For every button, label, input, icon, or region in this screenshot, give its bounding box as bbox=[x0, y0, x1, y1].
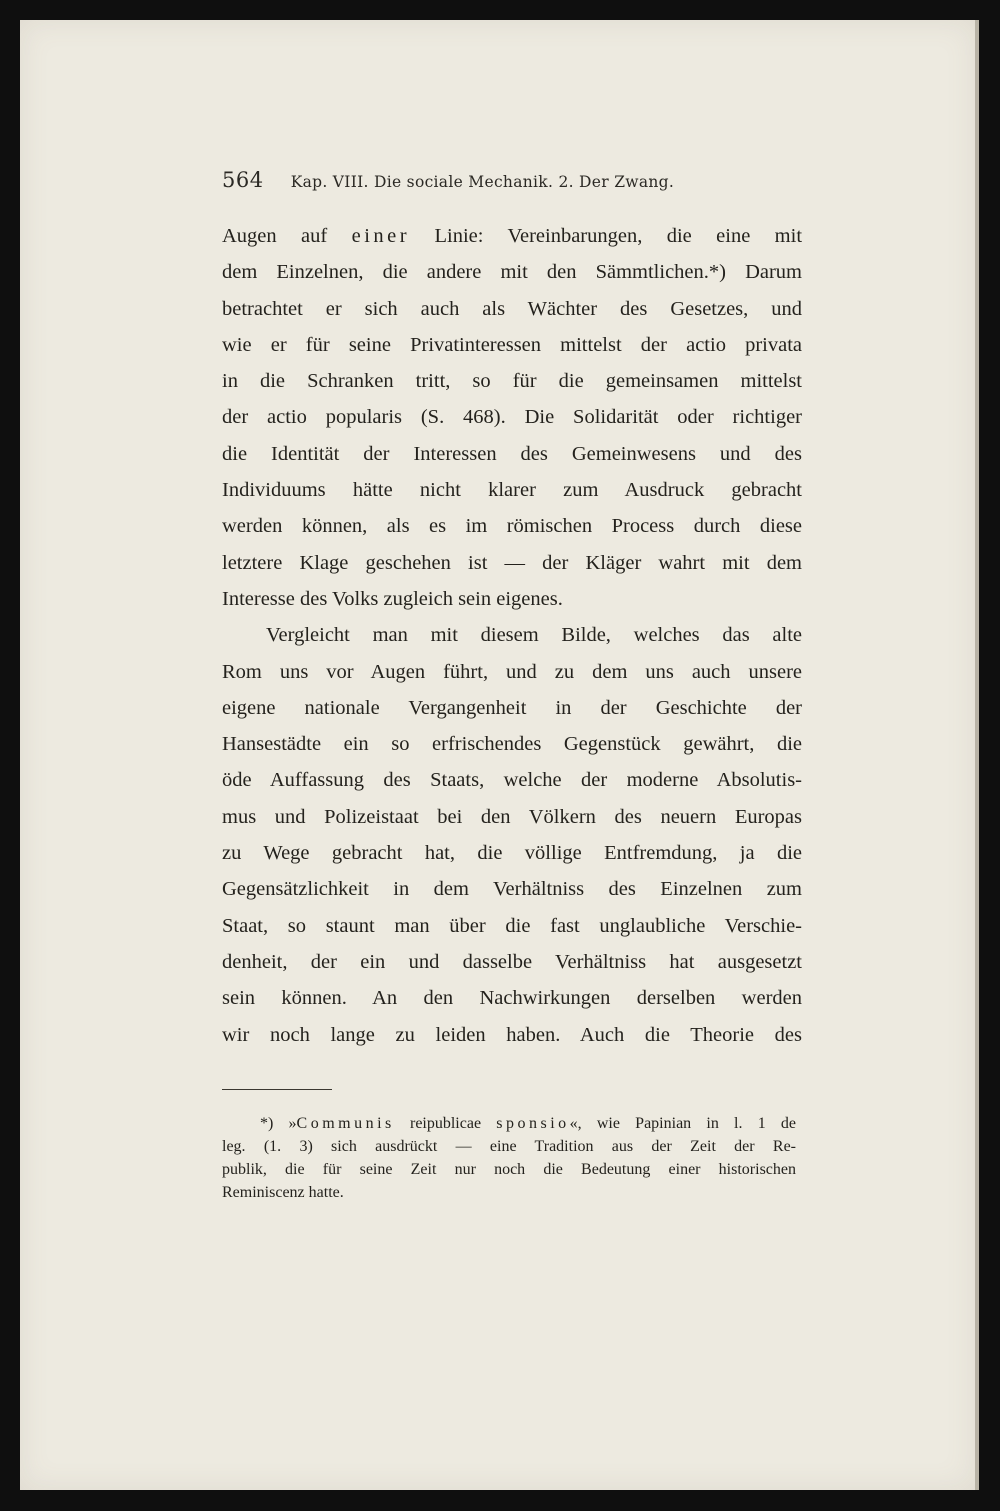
text-line: werden können, als es im römischen Process durch diese bbox=[222, 515, 802, 538]
text-line: sein können. An den Nachwirkungen derselben werden bbox=[222, 987, 802, 1010]
page-edge bbox=[975, 20, 979, 1490]
text-fragment: Linie: Vereinbarungen, die eine mit bbox=[434, 225, 803, 247]
text-line: dem Einzelnen, die andere mit den Sämmtlichen.*) Darum bbox=[222, 261, 802, 284]
footnote bbox=[222, 1112, 796, 1204]
text-line: öde Auffassung des Staats, welche der moderne Absolutis- bbox=[222, 769, 802, 792]
text-line: denheit, der ein und dasselbe Verhältniss hat ausgesetzt bbox=[222, 950, 802, 973]
text-line: Individuums hätte nicht klarer zum Ausdruck gebracht bbox=[222, 479, 802, 502]
text-line: letztere Klage geschehen ist — der Kläger wahrt mit dem bbox=[222, 551, 802, 574]
text-line: in die Schranken tritt, so für die gemeinsamen mittelst bbox=[222, 370, 802, 393]
text-line: der actio popularis (S. 468). Die Solidarität oder richtiger bbox=[222, 406, 802, 429]
spaced-word: sponsio bbox=[496, 1115, 570, 1132]
text-line: Interesse des Volks zugleich sein eigenes. bbox=[222, 587, 563, 610]
spaced-word: einer bbox=[351, 225, 411, 247]
text-line: wie er für seine Privatinteressen mittelst der actio privata bbox=[222, 333, 802, 356]
text-line: eigene nationale Vergangenheit in der Geschichte der bbox=[222, 696, 802, 719]
text-fragment: Augen auf bbox=[222, 225, 328, 247]
text-line: zu Wege gebracht hat, die völlige Entfremdung, ja die bbox=[222, 842, 802, 865]
text-line: Vergleicht man mit diesem Bilde, welches das alte bbox=[266, 624, 802, 647]
text-line: mus und Polizeistaat bei den Völkern des neuern Europas bbox=[222, 805, 802, 828]
text-line: Gegensätzlichkeit in dem Verhältniss des Einzelnen zum bbox=[222, 878, 802, 901]
text-fragment: reipublicae bbox=[394, 1115, 497, 1132]
footnote-marker: *) » bbox=[260, 1115, 297, 1132]
page-number: 564 bbox=[222, 168, 264, 192]
spaced-word: Communis bbox=[296, 1115, 395, 1132]
text-fragment: «, wie Papinian in l. 1 de bbox=[569, 1115, 796, 1132]
footnote-rule bbox=[222, 1089, 332, 1090]
footnote-line: publik, die für seine Zeit nur noch die Bedeutung einer historischen bbox=[222, 1161, 796, 1178]
main-text bbox=[222, 218, 802, 1053]
text-line: wir noch lange zu leiden haben. Auch die Theorie des bbox=[222, 1023, 802, 1046]
text-line: Rom uns vor Augen führt, und zu dem uns auch unsere bbox=[222, 660, 802, 683]
text-line: betrachtet er sich auch als Wächter des Gesetzes, und bbox=[222, 297, 802, 320]
text-line: Staat, so staunt man über die fast unglaubliche Verschie- bbox=[222, 914, 802, 937]
text-line: Hansestädte ein so erfrischendes Gegenstück gewährt, die bbox=[222, 733, 802, 756]
text-line: die Identität der Interessen des Gemeinwesens und des bbox=[222, 442, 802, 465]
footnote-line: leg. (1. 3) sich ausdrückt — eine Tradition aus der Zeit der Re- bbox=[222, 1138, 796, 1155]
running-head: Kap. VIII. Die sociale Mechanik. 2. Der Zwang. bbox=[290, 173, 675, 191]
page-header bbox=[222, 168, 822, 202]
text-line bbox=[222, 218, 802, 254]
footnote-line bbox=[222, 1112, 796, 1135]
footnote-line: Reminiscenz hatte. bbox=[222, 1184, 344, 1201]
